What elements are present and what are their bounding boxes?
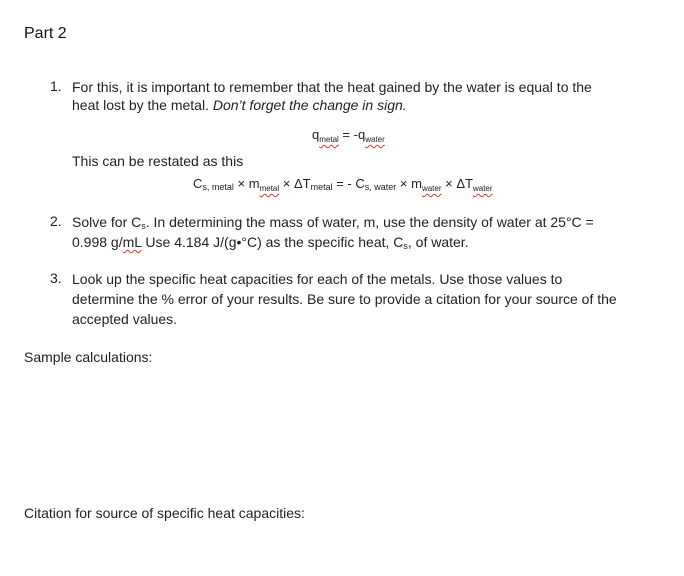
sample-calculations-label: Sample calculations: <box>24 349 153 365</box>
item-3-line-1: Look up the specific heat capacities for each of the metals. Use those values to <box>72 271 563 287</box>
equals-minus: = - <box>338 127 358 142</box>
cs-symbol: C <box>193 176 203 191</box>
restated-text: This can be restated as this <box>72 153 244 169</box>
item-2-cs-subscript-2: s <box>403 241 408 251</box>
water-subscript: water <box>365 135 385 144</box>
item-1-line-2-plain: heat lost by the metal. <box>72 97 213 113</box>
item-2-of-water: , of water. <box>407 234 469 250</box>
delta-t-water-subscript: water <box>472 184 493 193</box>
item-2-line-2 <box>72 232 469 256</box>
item-1-number: 1. <box>50 78 62 94</box>
equals-minus-cs: = - C <box>332 176 365 191</box>
citation-label: Citation for source of specific heat capacities: <box>24 505 305 521</box>
item-2-number: 2. <box>50 213 62 229</box>
item-2-density-value: 0.998 g/ <box>72 234 123 250</box>
item-3-line-2: determine the % error of your results. Be sure to provide a citation for your source of the <box>72 291 617 307</box>
item-2-solve-for: Solve for C <box>72 214 142 230</box>
item-3-number: 3. <box>50 270 62 286</box>
item-2-specific-heat: Use 4.184 J/(g•°C) as the specific heat, C <box>141 234 404 250</box>
item-1-line-2 <box>72 95 407 115</box>
item-1-sign-reminder: Don’t forget the change in sign. <box>212 97 407 113</box>
m-symbol-2: m <box>411 176 422 191</box>
expanded-heat-equation <box>193 176 493 193</box>
metal-subscript: metal <box>319 135 339 144</box>
ml-unit: mL <box>122 234 142 250</box>
cs-metal-subscript: s, metal <box>202 182 234 192</box>
q-symbol: q <box>312 127 320 142</box>
m-water-subscript: water <box>421 184 442 193</box>
item-2-cs-subscript: s <box>141 221 146 231</box>
times-sign-1: × <box>233 176 249 191</box>
cs-water-subscript: s, water <box>364 182 397 192</box>
m-metal-subscript: metal <box>259 184 280 193</box>
delta-t-symbol: × ΔT <box>279 176 311 191</box>
page-heading: Part 2 <box>24 25 67 42</box>
m-symbol: m <box>248 176 260 191</box>
times-sign-2: × <box>396 176 412 191</box>
item-3-line-3: accepted values. <box>72 311 178 327</box>
delta-t-metal-subscript: metal <box>310 182 333 192</box>
delta-t-symbol-2: × ΔT <box>441 176 473 191</box>
item-1-line-1: For this, it is important to remember that the heat gained by the water is equal to the <box>72 79 592 95</box>
q-symbol-2: q <box>357 127 366 142</box>
heat-equation <box>312 127 385 144</box>
item-2-density-text: . In determining the mass of water, m, use the density of water at 25°C = <box>145 214 594 230</box>
